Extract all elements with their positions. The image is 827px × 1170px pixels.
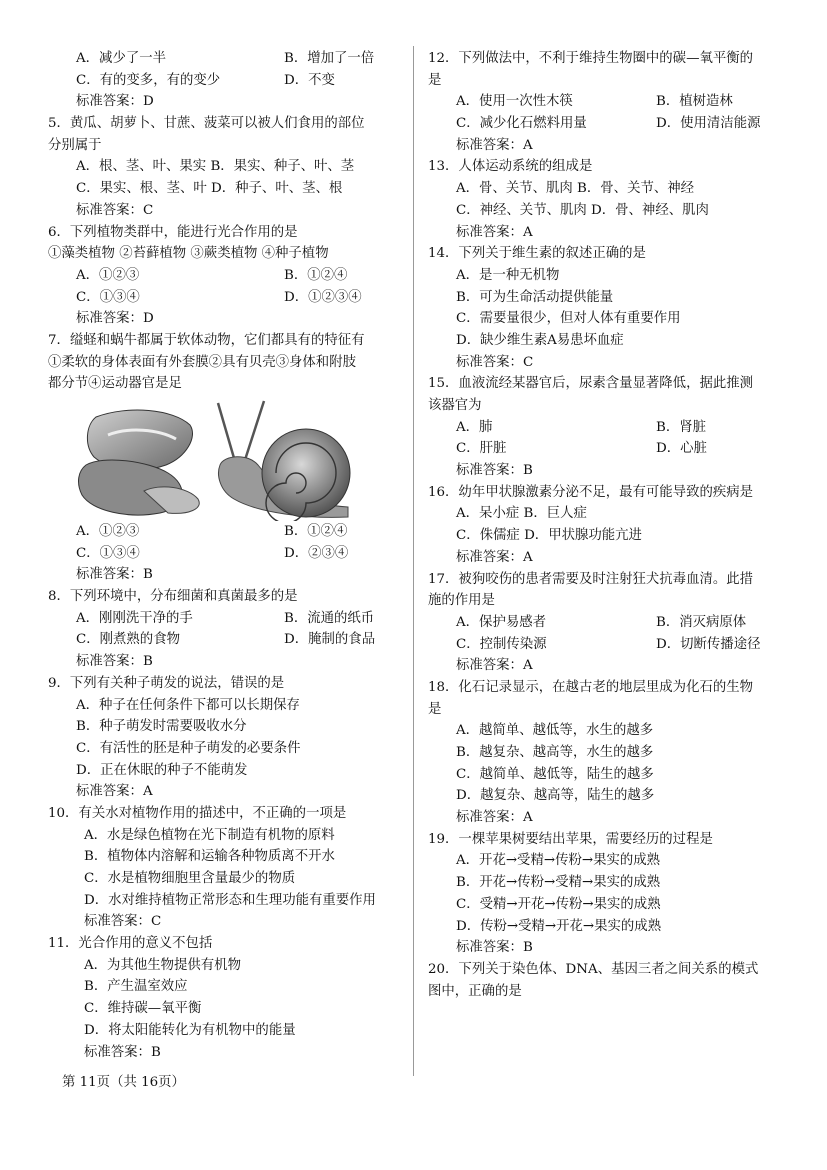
option: A．使用一次性木筷 (456, 94, 573, 110)
option: A．根、茎、叶、果实 B．果实、种子、叶、茎 (76, 159, 355, 175)
question-text: 8．下列环境中，分布细菌和真菌最多的是 (48, 589, 298, 605)
option: A．开花→受精→传粉→果实的成熟 (456, 853, 661, 869)
mollusk-figure (48, 395, 400, 521)
option: D．心脏 (656, 441, 707, 457)
question-text: 图中，正确的是 (428, 983, 522, 999)
option: B．流通的纸币 (284, 610, 375, 626)
question-text: 9．下列有关种子萌发的说法，错误的是 (48, 675, 285, 691)
option: D．切断传播途径 (656, 636, 761, 652)
answer: 标准答案：B (84, 1044, 161, 1060)
mollusk-photos (48, 395, 400, 521)
option: D．不变 (284, 72, 335, 88)
question-text: 是 (428, 701, 442, 717)
option: D．缺少维生素A易患坏血症 (456, 332, 624, 348)
option: A．种子在任何条件下都可以长期保存 (76, 697, 300, 713)
question-text: 13．人体运动系统的组成是 (428, 159, 593, 175)
page-footer: 第 11页（共 16页） (62, 1075, 185, 1090)
answer: 标准答案：B (456, 463, 533, 479)
option: D．传粉→受精→开花→果实的成熟 (456, 918, 662, 934)
option: D．将太阳能转化为有机物中的能量 (84, 1022, 296, 1038)
option: C．刚煮熟的食物 (76, 632, 180, 648)
snail-image (218, 401, 350, 521)
question-text: 14．下列关于维生素的叙述正确的是 (428, 246, 646, 262)
q17-options-row1 (428, 612, 782, 634)
option: C．受精→开花→传粉→果实的成熟 (456, 896, 661, 912)
answer: 标准答案：A (456, 549, 533, 565)
question-text: 都分节④运动器官是足 (48, 376, 182, 392)
q8-options-row2 (48, 629, 400, 651)
option: B．越复杂、越高等，水生的越多 (456, 745, 654, 760)
question-text: 19．一棵苹果树要结出苹果，需要经历的过程是 (428, 831, 713, 847)
option: A．刚刚洗干净的手 (76, 610, 193, 626)
option: B．植树造林 (656, 94, 733, 110)
question-text: 7．缢蛏和蜗牛都属于软体动物，它们都具有的特征有 (48, 332, 365, 348)
razor-clam-image (79, 410, 200, 515)
option: C．维持碳—氧平衡 (84, 1001, 202, 1017)
answer: 标准答案：B (456, 940, 533, 956)
answer: 标准答案：C (456, 354, 534, 370)
option: D．腌制的食品 (284, 632, 376, 648)
question-text: 该器官为 (428, 398, 482, 413)
answer: 标准答案：A (456, 810, 533, 826)
q6-options-row2 (48, 287, 400, 309)
option: B．消灭病原体 (656, 614, 747, 630)
answer: 标准答案：A (456, 137, 533, 153)
question-text: 分别属于 (48, 137, 102, 153)
option: C．水是植物细胞里含量最少的物质 (84, 871, 296, 886)
q4-options-row1 (48, 48, 400, 70)
answer: 标准答案：B (76, 654, 153, 670)
q17-options-row2 (428, 634, 782, 656)
left-column (48, 48, 400, 1063)
option: B．种子萌发时需要吸收水分 (76, 719, 247, 735)
option: D．①②③④ (284, 289, 362, 305)
option: C．有的变多，有的变少 (76, 72, 221, 88)
option: D．水对维持植物正常形态和生理功能有重要作用 (84, 892, 376, 908)
q4-options-row2 (48, 70, 400, 92)
option: A．越简单、越低等，水生的越多 (456, 723, 654, 739)
option: A．骨、关节、肌肉 B．骨、关节、神经 (456, 181, 695, 197)
option: A．减少了一半 (76, 51, 167, 66)
option: B．①②④ (284, 267, 348, 283)
option: C．减少化石燃料用量 (456, 116, 587, 132)
option: B．增加了一倍 (284, 51, 375, 66)
answer: 标准答案：C (76, 202, 154, 218)
answer: 标准答案：A (76, 784, 153, 800)
option: C．有活性的胚是种子萌发的必要条件 (76, 740, 301, 756)
question-text: 5．黄瓜、胡萝卜、甘蔗、菠菜可以被人们食用的部位 (48, 116, 365, 132)
right-column (428, 48, 782, 1002)
option: D．②③④ (284, 545, 349, 561)
question-text: 18．化石记录显示，在越古老的地层里成为化石的生物 (428, 679, 754, 695)
q12-options-row1 (428, 91, 782, 113)
option: A．为其他生物提供有机物 (84, 957, 241, 973)
answer: 标准答案：D (76, 311, 154, 327)
option: C．神经、关节、肌肉 D．骨、神经、肌肉 (456, 202, 709, 218)
option: D．越复杂、越高等，陆生的越多 (456, 788, 655, 804)
question-text: 10．有关水对植物作用的描述中，不正确的一项是 (48, 805, 347, 821)
option: D．正在休眠的种子不能萌发 (76, 762, 248, 778)
option: C．①③④ (76, 289, 140, 305)
option: B．植物体内溶解和运输各种物质离不开水 (84, 849, 335, 865)
option: B．产生温室效应 (84, 979, 188, 995)
option: C．需要量很少，但对人体有重要作用 (456, 311, 681, 327)
column-divider (413, 46, 414, 1076)
question-text: 20．下列关于染色体、DNA、基因三者之间关系的模式 (428, 961, 759, 977)
option: A．是一种无机物 (456, 267, 560, 283)
option: B．①②④ (284, 524, 348, 539)
question-text: ①柔软的身体表面有外套膜②具有贝壳③身体和附肢 (48, 354, 356, 370)
answer: 标准答案：D (76, 94, 154, 110)
option: B．肾脏 (656, 419, 707, 435)
option: C．果实、根、茎、叶 D．种子、叶、茎、根 (76, 181, 343, 197)
question-text: 12．下列做法中，不利于维持生物圈中的碳—氧平衡的 (428, 51, 754, 66)
option: A．①②③ (76, 267, 140, 283)
question-text: 17．被狗咬伤的患者需要及时注射狂犬抗毒血清。此措 (428, 571, 754, 587)
option: C．①③④ (76, 545, 140, 561)
q8-options-row1 (48, 608, 400, 630)
option: A．水是绿色植物在光下制造有机物的原料 (84, 827, 335, 843)
answer: 标准答案：A (456, 224, 533, 240)
option: A．呆小症 B．巨人症 (456, 506, 587, 522)
option: C．侏儒症 D．甲状腺功能亢进 (456, 528, 642, 544)
option: C．肝脏 (456, 441, 507, 457)
option: C．控制传染源 (456, 636, 547, 652)
option: C．越简单、越低等，陆生的越多 (456, 766, 654, 782)
question-text: 16．幼年甲状腺激素分泌不足，最有可能导致的疾病是 (428, 484, 754, 500)
question-text: 是 (428, 72, 442, 88)
answer: 标准答案：A (456, 658, 533, 674)
answer: 标准答案：C (84, 914, 162, 930)
answer: 标准答案：B (76, 567, 153, 583)
option: A．①②③ (76, 524, 140, 539)
q7-options-row1 (48, 521, 400, 543)
question-text: 11．光合作用的意义不包括 (48, 936, 213, 952)
q7-options-row2 (48, 543, 400, 565)
option: A．保护易感者 (456, 614, 547, 630)
question-text: 6．下列植物类群中，能进行光合作用的是 (48, 224, 298, 240)
q15-options-row2 (428, 438, 782, 460)
q6-options-row1 (48, 265, 400, 287)
q15-options-row1 (428, 417, 782, 439)
option: D．使用清洁能源 (656, 116, 761, 132)
option: A．肺 (456, 419, 493, 435)
question-text: 15．血液流经某器官后，尿素含量显著降低，据此推测 (428, 376, 754, 392)
option: B．开花→传粉→受精→果实的成熟 (456, 875, 661, 891)
question-text: 施的作用是 (428, 593, 495, 609)
question-text: ①藻类植物 ②苔藓植物 ③蕨类植物 ④种子植物 (48, 246, 329, 262)
q12-options-row2 (428, 113, 782, 135)
option: B．可为生命活动提供能量 (456, 289, 614, 305)
